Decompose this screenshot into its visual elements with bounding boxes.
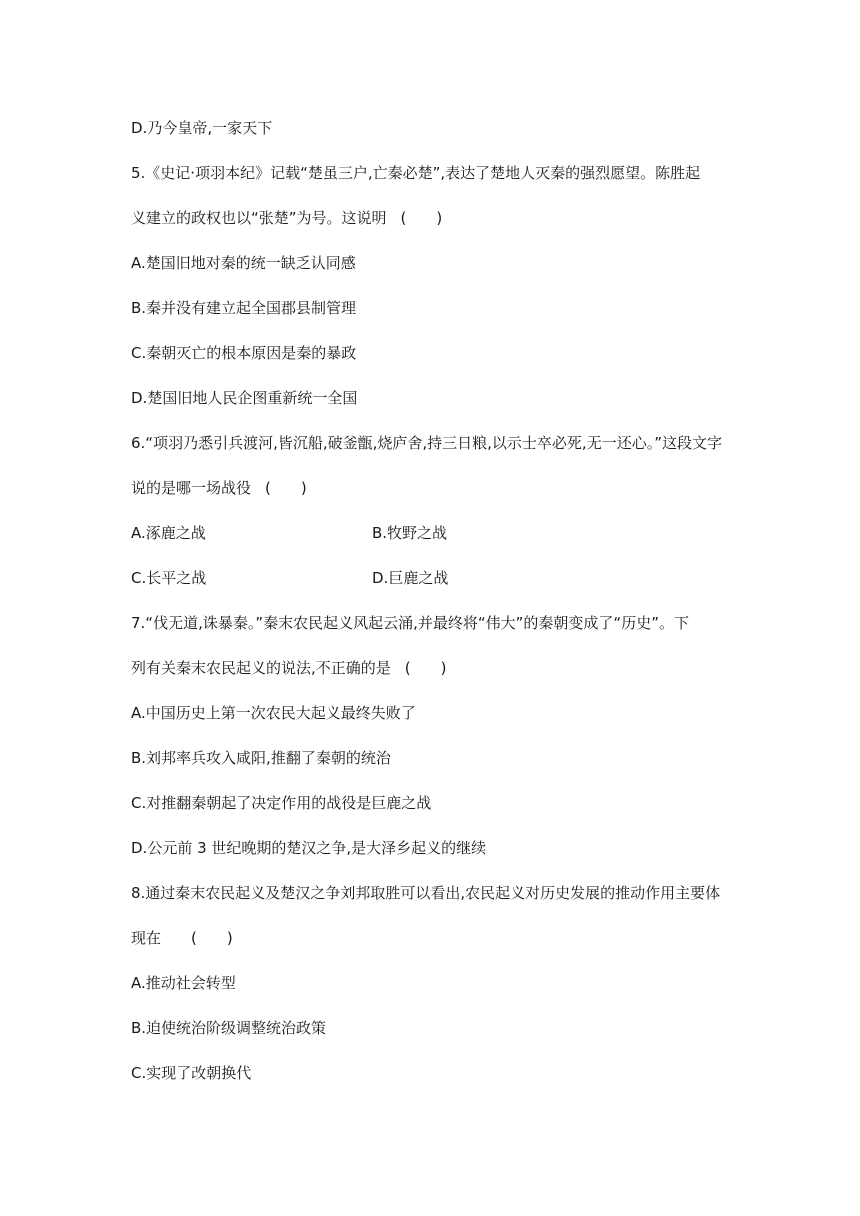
q7-stem-line1: 7.“伐无道,诛暴秦。”秦末农民起义风起云涌,并最终将“伟大”的秦朝变成了“历史”。下 xyxy=(131,614,689,632)
q4-option-d: D.乃今皇帝,一家天下 xyxy=(131,119,273,137)
q7-option-a: A.中国历史上第一次农民大起义最终失败了 xyxy=(131,704,416,722)
q7-stem-line2 xyxy=(131,658,447,678)
q5-option-b: B.秦并没有建立起全国郡县制管理 xyxy=(131,299,357,317)
q5-option-d: D.楚国旧地人民企图重新统一全国 xyxy=(131,389,358,407)
q7-option-c: C.对推翻秦朝起了决定作用的战役是巨鹿之战 xyxy=(131,794,432,812)
q8-option-b: B.迫使统治阶级调整统治政策 xyxy=(131,1019,327,1037)
q6-option-a: A.涿鹿之战 xyxy=(131,524,206,542)
q5-answer-bracket: ( ) xyxy=(400,209,443,227)
q5-stem-line1: 5.《史记·项羽本纪》记载“楚虽三户,亡秦必楚”,表达了楚地人灭秦的强烈愿望。陈胜起 xyxy=(131,164,701,182)
q7-option-d: D.公元前 3 世纪晚期的楚汉之争,是大泽乡起义的继续 xyxy=(131,839,487,857)
q5-stem-line2 xyxy=(131,208,442,228)
q6-stem-line2 xyxy=(131,478,307,498)
q6-option-d: D.巨鹿之战 xyxy=(372,569,449,587)
q7-stem-text: 列有关秦末农民起义的说法,不正确的是 xyxy=(131,659,391,677)
q8-option-a: A.推动社会转型 xyxy=(131,974,236,992)
q8-answer-bracket: ( ) xyxy=(191,929,233,947)
q6-option-c: C.长平之战 xyxy=(131,569,207,587)
q7-answer-bracket: ( ) xyxy=(404,659,447,677)
q5-option-c: C.秦朝灭亡的根本原因是秦的暴政 xyxy=(131,344,357,362)
q6-stem-text: 说的是哪一场战役 xyxy=(131,479,252,497)
q7-option-b: B.刘邦率兵攻入咸阳,推翻了秦朝的统治 xyxy=(131,749,391,767)
q6-stem-line1: 6.“项羽乃悉引兵渡河,皆沉船,破釜甑,烧庐舍,持三日粮,以示士卒必死,无一还心。”这段文字 xyxy=(131,434,722,452)
q6-answer-bracket: ( ) xyxy=(265,479,307,497)
q5-stem-text: 义建立的政权也以“张楚”为号。这说明 xyxy=(131,209,387,227)
q8-option-c: C.实现了改朝换代 xyxy=(131,1064,252,1082)
q8-stem-line2 xyxy=(131,928,233,948)
q8-stem-text: 现在 xyxy=(131,929,162,947)
q6-option-b: B.牧野之战 xyxy=(372,524,448,542)
q8-stem-line1: 8.通过秦末农民起义及楚汉之争刘邦取胜可以看出,农民起义对历史发展的推动作用主要体 xyxy=(131,884,721,902)
q5-option-a: A.楚国旧地对秦的统一缺乏认同感 xyxy=(131,254,356,272)
